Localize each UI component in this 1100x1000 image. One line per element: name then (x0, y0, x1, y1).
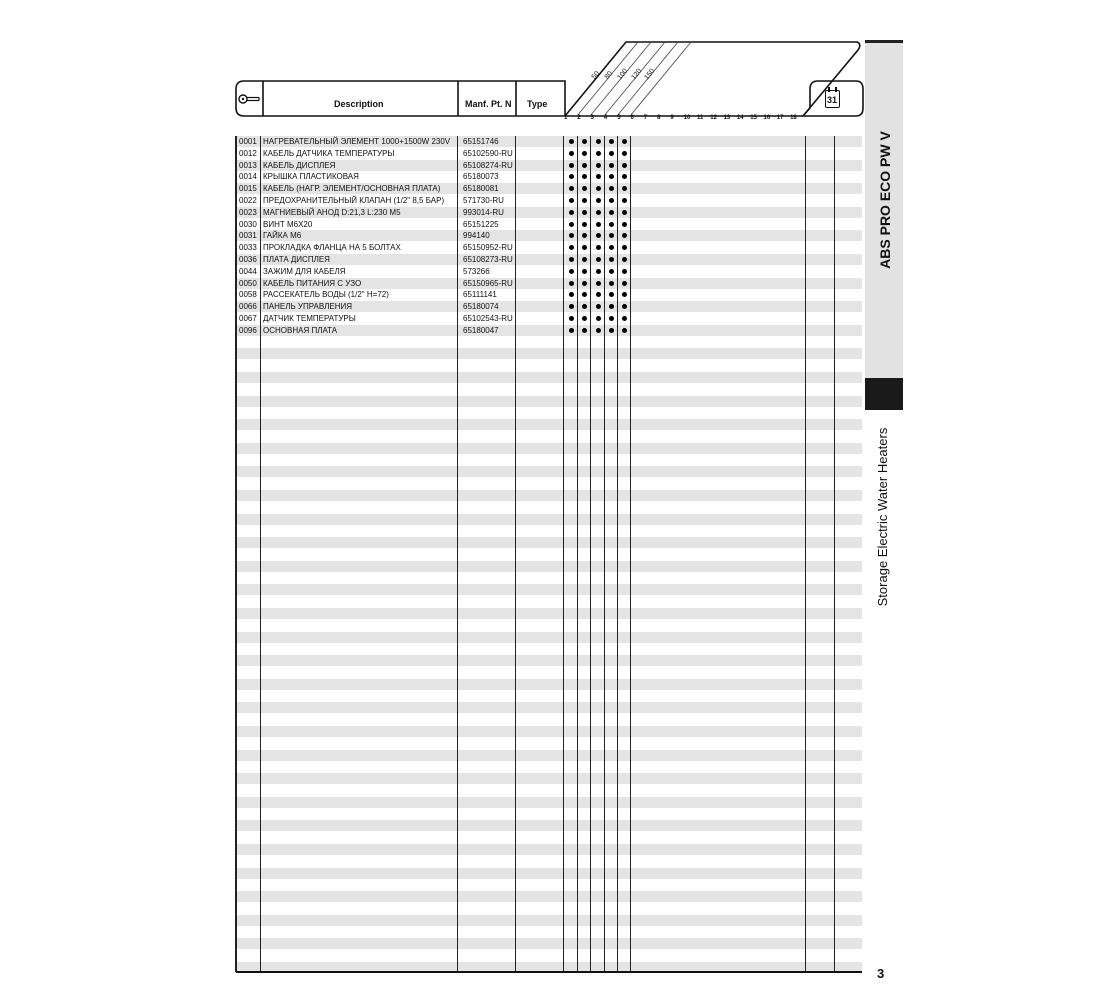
applicability-dot (622, 151, 627, 156)
stripe (236, 891, 862, 902)
applicability-dot (622, 174, 627, 179)
part-description: КАБЕЛЬ ДИСПЛЕЯ (263, 160, 336, 170)
part-code: 0023 (239, 207, 257, 217)
part-number: 994140 (463, 231, 490, 241)
part-code: 0067 (239, 314, 257, 323)
part-description: ОСНОВНАЯ ПЛАТА (263, 325, 338, 335)
stripe (236, 702, 862, 713)
applicability-dot (596, 174, 601, 179)
applicability-dot (622, 328, 627, 333)
part-description: ПЛАТА ДИСПЛЕЯ (263, 255, 330, 264)
applicability-dot (622, 257, 627, 262)
part-code: 0096 (239, 325, 257, 335)
part-code: 0058 (239, 290, 257, 300)
applicability-dot (569, 174, 574, 179)
applicability-dot (622, 210, 627, 215)
applicability-dot (569, 139, 574, 144)
part-number: 65102590-RU (463, 148, 513, 158)
applicability-dot (609, 233, 614, 238)
size-label: 100 (616, 67, 630, 82)
applicability-dot (582, 233, 587, 238)
applicability-dot (596, 139, 601, 144)
table-row (236, 254, 862, 265)
table-bottom-rule (236, 971, 862, 973)
stripe (236, 820, 862, 831)
applicability-dot (609, 222, 614, 227)
applicability-dot (609, 269, 614, 274)
stripe (236, 372, 862, 383)
applicability-dot (622, 163, 627, 168)
part-code: 0066 (239, 302, 257, 312)
part-description: КАБЕЛЬ ДАТЧИКА ТЕМПЕРАТУРЫ (263, 148, 395, 158)
applicability-dot (609, 281, 614, 286)
part-code: 0001 (239, 137, 257, 146)
table-row (236, 183, 862, 194)
table-row (236, 301, 862, 312)
part-code: 0050 (239, 278, 257, 288)
column-number: 14 (736, 115, 744, 121)
stripe (236, 773, 862, 784)
column-number: 5 (617, 115, 621, 121)
part-number: 65180047 (463, 325, 499, 335)
table-row (236, 136, 862, 147)
applicability-dot (596, 269, 601, 274)
part-code: 0030 (239, 219, 257, 229)
applicability-dot (596, 316, 601, 321)
applicability-dot (569, 269, 574, 274)
applicability-dot (622, 245, 627, 250)
applicability-dot (596, 210, 601, 215)
applicability-dot (569, 292, 574, 297)
column-number: 10 (683, 115, 691, 121)
model-title: ABS PRO ECO PW V (877, 131, 893, 269)
applicability-dot (609, 257, 614, 262)
part-description: РАССЕКАТЕЛЬ ВОДЫ (1/2" H=72) (263, 290, 389, 300)
table-row (236, 148, 862, 159)
part-code: 0012 (239, 148, 257, 158)
part-code: 0031 (239, 231, 257, 241)
applicability-dot (622, 198, 627, 203)
part-description: ВИНТ M6X20 (263, 219, 313, 229)
applicability-dot (596, 281, 601, 286)
stripe (236, 632, 862, 643)
table-row (236, 171, 862, 182)
applicability-dot (596, 257, 601, 262)
applicability-dot (609, 198, 614, 203)
type-header: Type (527, 99, 548, 109)
description-header: Description (334, 99, 384, 109)
applicability-dot (596, 151, 601, 156)
category-title: Storage Electric Water Heaters (875, 427, 890, 607)
table-row (236, 207, 862, 218)
applicability-dot (622, 304, 627, 309)
table-row (236, 325, 862, 336)
applicability-dot (582, 316, 587, 321)
stripe (236, 797, 862, 808)
applicability-dot (609, 151, 614, 156)
applicability-dot (596, 198, 601, 203)
stripe (236, 514, 862, 525)
table-row (236, 219, 862, 230)
applicability-dot (622, 233, 627, 238)
applicability-dot (582, 198, 587, 203)
table-row (236, 160, 862, 171)
applicability-dot (582, 139, 587, 144)
column-number: 18 (790, 115, 797, 121)
stripe (236, 348, 862, 359)
column-number: 1 (564, 115, 568, 121)
column-number: 11 (697, 115, 704, 121)
applicability-dot (569, 316, 574, 321)
side-tab-model (865, 40, 903, 378)
stripe (236, 466, 862, 477)
size-label: 150 (643, 67, 657, 82)
column-number: 12 (710, 115, 717, 121)
part-number: 65180073 (463, 172, 499, 182)
applicability-dot (609, 163, 614, 168)
applicability-dot (622, 292, 627, 297)
stripe (236, 561, 862, 572)
part-code: 0015 (239, 184, 257, 194)
applicability-dot (596, 292, 601, 297)
part-code: 0033 (239, 243, 257, 253)
stripe (236, 443, 862, 454)
size-label: 80 (603, 70, 615, 81)
column-number: 4 (603, 115, 608, 121)
applicability-dot (609, 174, 614, 179)
stripe (236, 419, 862, 430)
applicability-dot (582, 328, 587, 333)
calendar-icon (825, 90, 840, 108)
table-row (236, 289, 862, 300)
part-description: ПРЕДОХРАНИТЕЛЬНЫЙ КЛАПАН (1/2" 8,5 БАР) (263, 196, 445, 205)
column-number: 8 (657, 115, 661, 121)
part-number-header: Manf. Pt. N (465, 99, 512, 109)
column-number: 16 (763, 115, 771, 121)
applicability-dot (582, 186, 587, 191)
part-description: ЗАЖИМ ДЛЯ КАБЕЛЯ (263, 266, 346, 276)
table-header (0, 0, 1100, 140)
part-description: КАБЕЛЬ ПИТАНИЯ С УЗО (263, 278, 362, 288)
stripe (236, 938, 862, 949)
part-number: 65150965-RU (463, 278, 513, 288)
stripe (236, 396, 862, 407)
part-description: КРЫШКА ПЛАСТИКОВАЯ (263, 172, 359, 182)
table-row (236, 278, 862, 289)
column-number: 13 (723, 115, 731, 121)
part-code: 0036 (239, 255, 257, 264)
applicability-dot (582, 210, 587, 215)
table-row (236, 242, 862, 253)
applicability-dot (569, 233, 574, 238)
applicability-dot (609, 186, 614, 191)
applicability-dot (569, 281, 574, 286)
part-number: 65151746 (463, 137, 499, 146)
applicability-dot (569, 151, 574, 156)
column-number: 6 (630, 115, 634, 121)
applicability-dot (582, 281, 587, 286)
stripe (236, 750, 862, 761)
part-description: КАБЕЛЬ (НАГР. ЭЛЕМЕНТ/ОСНОВНАЯ ПЛАТА) (263, 184, 441, 194)
part-description: ПАНЕЛЬ УПРАВЛЕНИЯ (263, 302, 353, 312)
applicability-dot (596, 222, 601, 227)
column-number: 7 (643, 115, 648, 121)
part-description: ДАТЧИК ТЕМПЕРАТУРЫ (263, 314, 356, 323)
stripe (236, 915, 862, 926)
part-description: ГАЙКА M6 (263, 231, 302, 241)
applicability-dot (596, 163, 601, 168)
applicability-dot (609, 316, 614, 321)
part-number: 993014-RU (463, 207, 504, 217)
part-number: 65102543-RU (463, 314, 513, 323)
part-code: 0044 (239, 266, 257, 276)
stripe (236, 844, 862, 855)
part-number: 65108274-RU (463, 160, 513, 170)
column-number: 9 (670, 115, 674, 121)
applicability-dot (596, 186, 601, 191)
applicability-dot (569, 245, 574, 250)
part-code: 0013 (239, 160, 257, 170)
applicability-dot (582, 257, 587, 262)
part-number: 65111141 (463, 290, 497, 300)
part-code: 0014 (239, 172, 257, 182)
calendar-day: 31 (826, 95, 837, 105)
part-description: МАГНИЕВЫЙ АНОД D:21,3 L:230 M5 (263, 207, 401, 217)
applicability-dot (569, 304, 574, 309)
part-number: 65180074 (463, 302, 499, 312)
applicability-dot (596, 245, 601, 250)
applicability-dot (622, 186, 627, 191)
part-number: 65180081 (463, 184, 499, 194)
table-row (236, 266, 862, 277)
stripe (236, 608, 862, 619)
part-description: ПРОКЛАДКА ФЛАНЦА НА 5 БОЛТАХ (263, 243, 401, 253)
applicability-dot (569, 210, 574, 215)
applicability-dot (622, 281, 627, 286)
column-number: 17 (776, 115, 784, 121)
applicability-dot (609, 245, 614, 250)
part-number: 65150952-RU (463, 243, 513, 253)
applicability-dot (582, 269, 587, 274)
applicability-dot (596, 304, 601, 309)
applicability-dot (596, 233, 601, 238)
applicability-dot (569, 163, 574, 168)
part-number: 65151225 (463, 219, 499, 229)
stripe (236, 537, 862, 548)
applicability-dot (582, 163, 587, 168)
applicability-dot (582, 245, 587, 250)
applicability-dot (582, 292, 587, 297)
applicability-dot (582, 304, 587, 309)
applicability-dot (609, 328, 614, 333)
applicability-dot (622, 222, 627, 227)
applicability-dot (622, 269, 627, 274)
stripe (236, 868, 862, 879)
part-number: 573266 (463, 266, 490, 276)
applicability-dot (582, 174, 587, 179)
page-number: 3 (877, 966, 885, 981)
table-row (236, 230, 862, 241)
size-label: 120 (630, 67, 644, 82)
part-code: 0022 (239, 196, 257, 205)
key-icon (238, 92, 260, 106)
column-number: 15 (750, 115, 757, 121)
stripe (236, 679, 862, 690)
table-row (236, 195, 862, 206)
table-row (236, 313, 862, 324)
applicability-dot (609, 210, 614, 215)
size-label: 50 (590, 70, 602, 81)
applicability-dot (609, 304, 614, 309)
applicability-dot (596, 328, 601, 333)
part-number: 65108273-RU (463, 255, 513, 264)
stripe (236, 584, 862, 595)
column-number: 3 (590, 115, 594, 121)
applicability-dot (582, 151, 587, 156)
applicability-dot (622, 316, 627, 321)
applicability-dot (569, 328, 574, 333)
part-description: НАГРЕВАТЕЛЬНЫЙ ЭЛЕМЕНТ 1000+1500W 230V (263, 137, 451, 146)
applicability-dot (609, 139, 614, 144)
applicability-dot (569, 222, 574, 227)
applicability-dot (582, 222, 587, 227)
stripe (236, 726, 862, 737)
applicability-dot (569, 257, 574, 262)
part-number: 571730-RU (463, 196, 504, 205)
column-number: 2 (577, 115, 581, 121)
applicability-dot (569, 198, 574, 203)
applicability-dot (609, 292, 614, 297)
applicability-dot (569, 186, 574, 191)
stripe (236, 490, 862, 501)
applicability-dot (622, 139, 627, 144)
stripe (236, 655, 862, 666)
